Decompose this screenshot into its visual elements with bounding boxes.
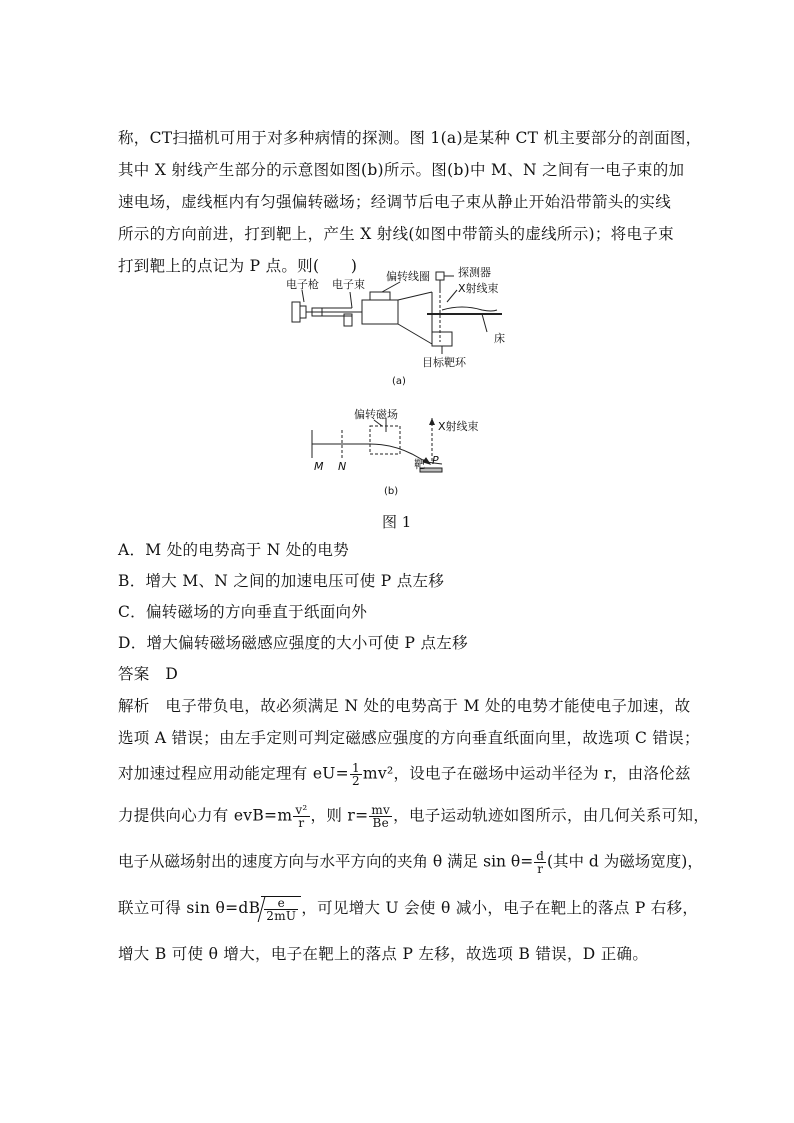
question-line-2: 其中 X 射线产生部分的示意图如图(b)所示。图(b)中 M、N 之间有一电子束的加: [118, 161, 685, 179]
analysis-line-7: 增大 B 可使 θ 增大，电子在靶上的落点 P 左移，故选项 B 错误，D 正确。: [118, 945, 649, 963]
answer-label: 答案: [118, 665, 150, 683]
fraction-v2-r: $\frac{\text{v²}}{r}$: [295, 803, 308, 830]
figure-caption: 图 1: [382, 513, 412, 531]
question-line-5: 打到靶上的点记为 P 点。则( ): [118, 257, 358, 275]
fraction-d-r: $\frac{d}{r}$: [536, 849, 544, 876]
label-xray-beam-b: X射线束: [438, 420, 479, 433]
option-a: A．M 处的电势高于 N 处的电势: [118, 541, 350, 559]
analysis-text-5a: 电子从磁场射出的速度方向与水平方向的夹角 θ 满足 sin θ=: [118, 852, 534, 871]
figure-b-sublabel: (b): [384, 486, 399, 497]
figure-b: [302, 404, 502, 504]
answer-value: D: [165, 665, 179, 683]
sqrt-expression: $\frac{e}{2mU}$: [261, 896, 301, 922]
answer-row: [118, 664, 718, 684]
fraction-half: $\frac{1}{2}$: [351, 761, 360, 788]
label-deflection-coil: 偏转线圈: [386, 270, 430, 283]
analysis-line-4: [118, 804, 718, 829]
analysis-text-4c: ，电子运动轨迹如图所示，由几何关系可知，: [393, 806, 710, 825]
label-electron-beam: 电子束: [332, 278, 365, 291]
question-line-3: 速电场，虚线框内有匀强偏转磁场；经调节后电子束从静止开始沿带箭头的实线: [118, 193, 672, 211]
analysis-text-3b: mv²，设电子在磁场中运动半径为 r，由洛伦兹: [362, 764, 691, 783]
analysis-line-1: [118, 696, 718, 716]
label-N: N: [338, 460, 347, 473]
analysis-line-3: [118, 762, 718, 787]
label-P: P: [432, 454, 439, 467]
label-xray-beam: X射线束: [458, 282, 499, 295]
analysis-text-3a: 对加速过程应用动能定理有 eU=: [118, 764, 349, 783]
analysis-text-4a: 力提供向心力有 evB=m: [118, 806, 293, 825]
analysis-text-4b: ，则 r=: [310, 806, 369, 825]
figure-a: [282, 262, 522, 390]
label-target: 靶: [414, 458, 425, 471]
analysis-text-5b: (其中 d 为磁场宽度)，: [546, 852, 703, 871]
figure-a-sublabel: (a): [392, 376, 406, 387]
analysis-text-6b: ，可见增大 U 会使 θ 减小，电子在靶上的落点 P 右移，: [301, 899, 699, 917]
analysis-text-6a: 联立可得 sin θ=dB: [118, 899, 261, 917]
option-c: C．偏转磁场的方向垂直于纸面向外: [118, 603, 368, 621]
analysis-line-2: 选项 A 错误；由左手定则可判定磁感应强度的方向垂直纸面向里，故选项 C 错误；: [118, 729, 700, 747]
option-d: D．增大偏转磁场磁感应强度的大小可使 P 点左移: [118, 634, 468, 652]
question-line-4: 所示的方向前进，打到靶上，产生 X 射线(如图中带箭头的虚线所示)；将电子束: [118, 225, 674, 243]
label-bed: 床: [494, 332, 505, 345]
question-line-1: 称，CT扫描机可用于对多种病情的探测。图 1(a)是某种 CT 机主要部分的剖面图，: [118, 129, 702, 147]
analysis-line-6: [118, 896, 718, 922]
option-b: B．增大 M、N 之间的加速电压可使 P 点左移: [118, 572, 445, 590]
analysis-line-5: [118, 850, 718, 875]
label-M: M: [314, 460, 324, 473]
label-target-ring: 目标靶环: [422, 356, 466, 369]
fraction-mv-be: $\frac{mv}{Be}$: [371, 803, 391, 830]
label-deflection-field: 偏转磁场: [354, 408, 398, 421]
analysis-label: 解析: [118, 697, 150, 715]
analysis-text-1: 电子带负电，故必须满足 N 处的电势高于 M 处的电势才能使电子加速，故: [165, 697, 691, 715]
label-detector: 探测器: [458, 266, 491, 279]
label-electron-gun: 电子枪: [286, 278, 319, 291]
